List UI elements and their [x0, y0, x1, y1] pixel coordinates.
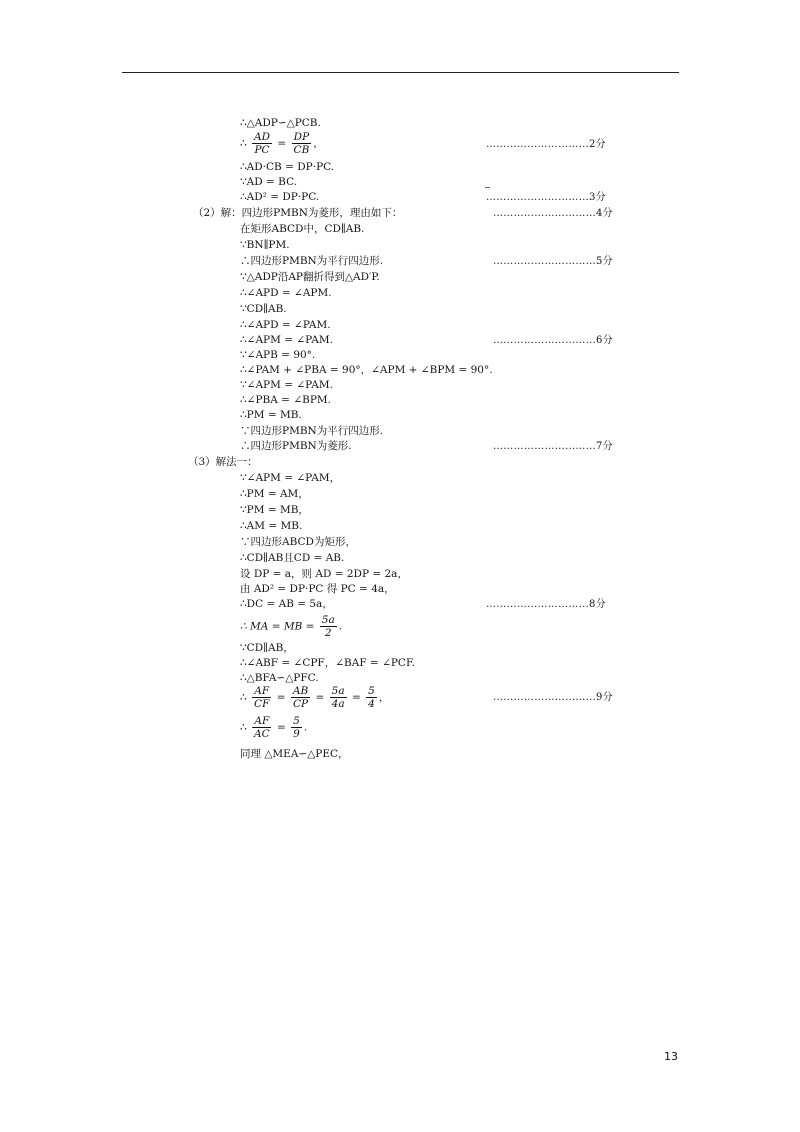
score-4: …………………………4分 [493, 208, 613, 219]
fraction-5a-2: $\frac{5a}{2}$ [321, 614, 335, 639]
fraction-ab-cp: $\frac{AB}{CP}$ [292, 685, 309, 710]
line-angle-pba-bpm: ∴∠PBA = ∠BPM. [240, 394, 331, 406]
line-dc-5a: ∴DC = AB = 5a， [240, 598, 333, 610]
line-af-cf-ratio: ∴ $\frac{AF}{CF}$ = $\frac{AB}{CP}$ = $\frac{5a}{4a}$ = $\frac{5}{4}$ ， [240, 685, 390, 710]
line-let-dp: 设 DP = a，则 AD = 2DP = 2a， [240, 568, 408, 580]
line-bn-parallel-pm: ∵BN∥PM. [240, 239, 290, 251]
fraction-5-9: $\frac{5}{9}$ [293, 715, 300, 740]
part3-heading: （3）解法一： [188, 456, 258, 468]
line-pm-eq-am: ∴PM = AM， [240, 488, 309, 500]
line-abcd-rectangle: ∵四边形ABCD为矩形， [240, 536, 356, 548]
part2-heading: （2）解：四边形PMBN为菱形，理由如下： [193, 207, 403, 219]
header-rule [122, 72, 679, 73]
line-p3-angle: ∵∠APM = ∠PAM， [240, 472, 341, 484]
fraction-5-4: $\frac{5}{4}$ [368, 685, 375, 710]
line-similar-triangles: ∴△ADP∽△PCB. [240, 117, 321, 129]
line-cd-parallel-ab: ∵CD∥AB. [240, 303, 287, 315]
line-similarly: 同理 △MEA∽△PEC， [240, 748, 349, 760]
line-af-ac-ratio: ∴ $\frac{AF}{AC}$ = $\frac{5}{9}$ . [240, 715, 308, 740]
line-am-eq-mb: ∴AM = MB. [240, 520, 303, 532]
line-angle-sums: ∴∠PAM + ∠PBA = 90°，∠APM + ∠BPM = 90°. [240, 364, 493, 376]
line-is-rhombus: ∴四边形PMBN为菱形. [240, 440, 352, 452]
line-pm-eq-mb: ∴PM = MB. [240, 409, 302, 421]
line-angle-apm-pam-2: ∵∠APM = ∠PAM. [240, 379, 333, 391]
line-angle-pairs: ∴∠ABF = ∠CPF，∠BAF = ∠PCF. [240, 657, 415, 669]
line-cd-ab-equal: ∴CD∥AB且CD = AB. [240, 552, 345, 564]
score-6: …………………………6分 [493, 335, 613, 346]
score-2: …………………………2分 [486, 139, 606, 150]
score-9: …………………………9分 [493, 692, 613, 703]
fraction-ad-pc: $\frac{AD}{PC}$ [254, 131, 271, 156]
score-8: …………………………8分 [486, 599, 606, 610]
line-ratio-proportion: ∴ $\frac{AD}{PC}$ = $\frac{DP}{CB}$ ， [240, 131, 324, 156]
fraction-af-cf: $\frac{AF}{CF}$ [254, 685, 270, 710]
line-cd-parallel-ab-2: ∵CD∥AB， [240, 642, 294, 654]
line-angle-apm-pam: ∴∠APM = ∠PAM. [240, 334, 333, 346]
line-ad-eq-bc: ∵AD = BC. [240, 176, 298, 188]
fraction-dp-cb: $\frac{DP}{CB}$ [293, 131, 310, 156]
line-fold: ∵△ADP沿AP翻折得到△AD′P. [240, 271, 380, 283]
line-ad-squared: ∴AD² = DP·PC. [240, 191, 320, 203]
score-3: …………………………3分 [486, 192, 606, 203]
score-7: …………………………7分 [493, 441, 613, 452]
fraction-5a-4a: $\frac{5a}{4a}$ [331, 685, 345, 710]
score-5: …………………………5分 [493, 256, 613, 267]
page-number: 13 [664, 1050, 678, 1063]
line-right-angle: ∵∠APB = 90°. [240, 349, 316, 361]
line-pc-4a: 由 AD² = DP·PC 得 PC = 4a， [240, 583, 395, 595]
line-parallelogram: ∴四边形PMBN为平行四边形. [240, 255, 384, 267]
line-is-parallelogram: ∵四边形PMBN为平行四边形. [240, 425, 384, 437]
line-ma-eq-mb-frac: ∴ MA = MB = $\frac{5a}{2}$ . [240, 614, 343, 639]
stray-mark [485, 187, 490, 188]
fraction-af-ac: $\frac{AF}{AC}$ [254, 715, 270, 740]
line-product: ∴AD·CB = DP·PC. [240, 161, 335, 173]
line-angle-apd-apm: ∴∠APD = ∠APM. [240, 287, 332, 299]
line-angle-apd-pam: ∴∠APD = ∠PAM. [240, 319, 331, 331]
line-rectangle-parallel: 在矩形ABCD中，CD∥AB. [240, 223, 365, 235]
line-pm-eq-mb-2: ∵PM = MB， [240, 504, 309, 516]
line-bfa-pfc: ∴△BFA∽△PFC. [240, 672, 319, 684]
